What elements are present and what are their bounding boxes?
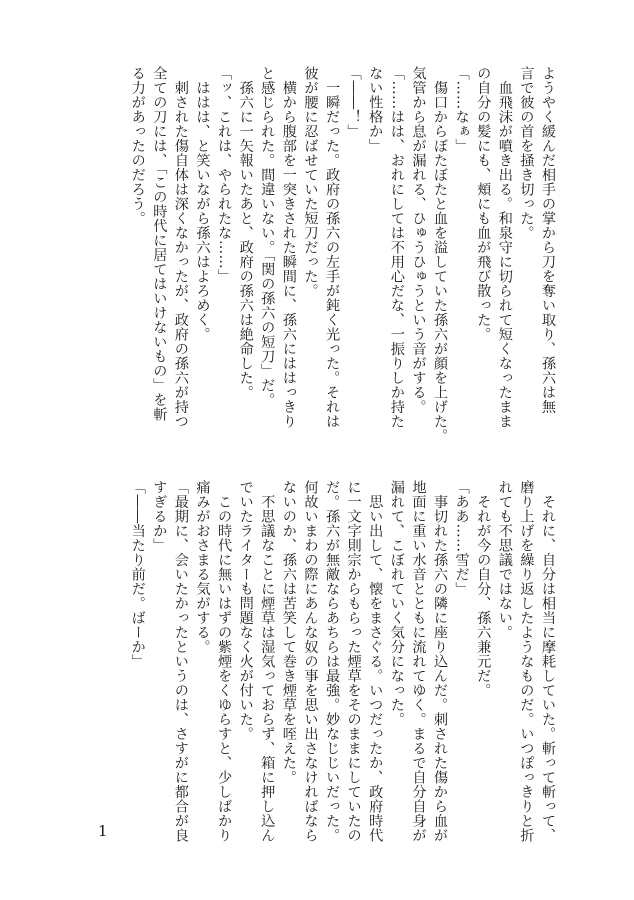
text-line: 彼が腰に忍ばせていた短刀だった。 — [302, 66, 319, 298]
text-line: 傷口からぼたぼたと血を溢していた孫六が顔を上げた。 — [432, 66, 449, 443]
text-line: 「最期に、会いたかったというのは、さすがに都合が良 — [172, 480, 189, 843]
text-line: 「……はは、おれにしては不用心だな、一振りしか持た — [388, 66, 405, 429]
text-line: 何故いまわの際にあんな奴の事を思い出さなければなら — [302, 480, 319, 843]
text-line: 不思議なことに煙草は湿気っておらず、箱に押し込ん — [259, 480, 276, 843]
text-line: 磨り上げを繰り返したようなものだ。いつぽっきりと折 — [518, 480, 535, 843]
text-line: ない性格か」 — [367, 66, 384, 153]
text-line: それに、自分は相当に摩耗していた。斬って斬って、 — [540, 480, 556, 843]
text-line: 刺された傷自体は深くなかったが、政府の孫六が持つ — [172, 66, 189, 429]
text-line: 地面に重い水音とともに流れてゆく。まるで自分自身が — [410, 480, 427, 843]
text-line: 「――当たり前だ。ばーか」 — [129, 480, 146, 669]
text-block-top — [126, 66, 558, 461]
text-line: と感じられた。間違いない。「関の孫六の短刀」だ。 — [259, 66, 276, 407]
text-line: の自分の髪にも、頬にも血が飛び散った。 — [475, 66, 492, 342]
text-line: 言で彼の首を掻き切った。 — [518, 66, 535, 240]
text-line: だ。孫六が無敵ならあちらは最強。妙なじじいだった。 — [324, 480, 341, 843]
text-line: 横から腹部を一突きされた瞬間に、孫六にははっきり — [280, 66, 297, 429]
text-line: 「――！」 — [345, 66, 362, 139]
text-line: 血飛沫が噴き出る。和泉守に切られて短くなったまま — [496, 66, 513, 429]
text-line: れても不思議ではない。 — [496, 480, 513, 640]
page-number: 1 — [98, 822, 108, 840]
text-line: 「……なぁ」 — [453, 66, 470, 153]
text-line: ようやく緩んだ相手の掌から刀を奪い取り、孫六は無 — [540, 66, 556, 414]
text-line: 漏れて、こぼれていく気分になった。 — [388, 480, 405, 727]
text-line: 孫六に一矢報いたあと、政府の孫六は絶命した。 — [237, 66, 254, 400]
text-line: に一文字則宗からもらった煙草をそのままにしていたの — [345, 480, 362, 843]
text-line: 一瞬だった。政府の孫六の左手が鈍く光った。それは — [324, 66, 341, 429]
text-line: 「ッ、これは、やられたな……」 — [216, 66, 233, 284]
text-line: 全ての刀には、「この時代に居てはいけないもの」を斬 — [151, 66, 168, 422]
text-line: それが今の自分、孫六兼元だ。 — [475, 480, 492, 698]
text-line: 気管から息が漏れる、ひゅうひゅうという音がする。 — [410, 66, 427, 414]
text-line: この時代に無いはずの紫煙をくゆらすと、少しばかり — [216, 480, 233, 843]
text-line: 「ああ……雪だ」 — [453, 480, 470, 596]
text-line: る力があったのだろう。 — [129, 66, 146, 226]
text-line: でいたライターも問題なく火が付いた。 — [237, 480, 254, 741]
text-line: 事切れた孫六の隣に座り込んだ。刺された傷から血が — [432, 480, 449, 843]
text-line: 痛みがおさまる気がする。 — [194, 480, 211, 654]
text-line: ははは、と笑いながら孫六はよろめく。 — [194, 66, 211, 342]
text-line: すぎるか」 — [151, 480, 168, 553]
text-block-bottom — [126, 480, 558, 875]
text-line: 思い出して、懐をまさぐる。いつだったか、政府時代 — [367, 480, 384, 843]
text-line: ないのか、孫六は苦笑して巻き煙草を咥えた。 — [280, 480, 297, 785]
